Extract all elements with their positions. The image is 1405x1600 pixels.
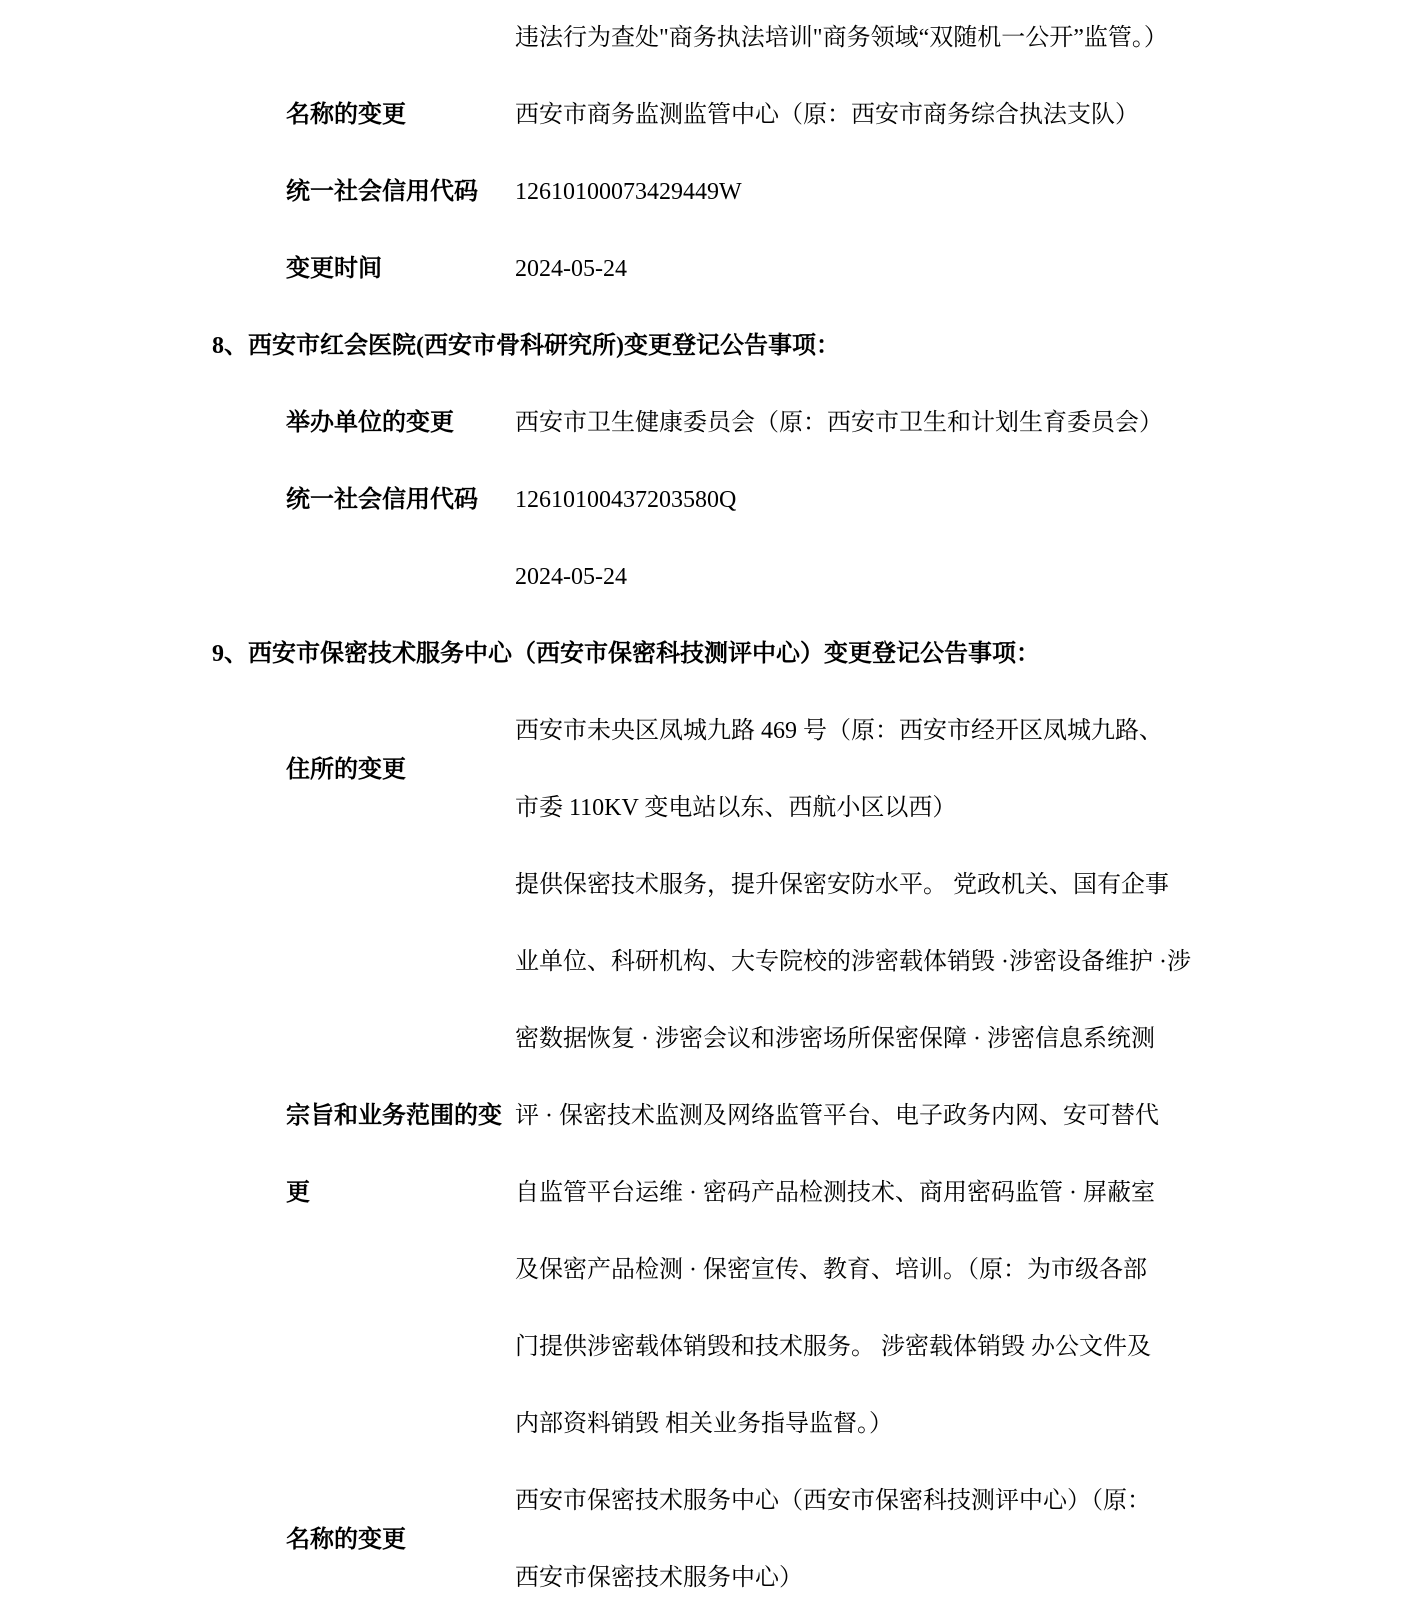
table-row: [0, 462, 1405, 539]
value-line: 密数据恢复 · 涉密会议和涉密场所保密保障 · 涉密信息系统测: [515, 1026, 1155, 1052]
row-value: 西安市卫生健康委员会（原：西安市卫生和计划生育委员会）: [515, 410, 1163, 436]
section-heading-entry8: 8、西安市红会医院(西安市骨科研究所)变更登记公告事项：: [212, 333, 840, 359]
value-line: 评 · 保密技术监测及网络监管平台、电子政务内网、安可替代: [515, 1103, 1159, 1129]
table-row: [0, 231, 1405, 308]
section-heading-entry9: 9、西安市保密技术服务中心（西安市保密科技测评中心）变更登记公告事项：: [212, 641, 1040, 667]
row-label: 住所的变更: [286, 756, 406, 783]
row-value: 2024-05-24: [515, 256, 627, 282]
row-value: 12610100073429449W: [515, 179, 742, 205]
table-row: [0, 154, 1405, 231]
row-label: 统一社会信用代码: [286, 487, 478, 513]
row-value: [515, 693, 1163, 847]
row-label: 宗旨和业务范围的变更: [286, 1103, 502, 1206]
table-row: [0, 693, 1405, 847]
value-line: 西安市未央区凤城九路 469 号（原：西安市经开区凤城九路、: [515, 718, 1163, 744]
value-line: 自监管平台运维 · 密码产品检测技术、商用密码监管 · 屏蔽室: [515, 1180, 1155, 1206]
table-row: [0, 385, 1405, 462]
row-value: 2024-05-24: [515, 564, 627, 590]
row-value: 西安市商务监测监管中心（原：西安市商务综合执法支队）: [515, 102, 1139, 128]
value-line: 内部资料销毁 相关业务指导监督。）: [515, 1411, 893, 1437]
value-line: 西安市保密技术服务中心）: [515, 1565, 803, 1591]
value-line: 西安市保密技术服务中心（西安市保密科技测评中心）（原：: [515, 1488, 1151, 1514]
value-line: 及保密产品检测 · 保密宣传、教育、培训。（原：为市级各部: [515, 1257, 1147, 1283]
row-label: 名称的变更: [286, 102, 406, 128]
row-label: 统一社会信用代码: [286, 179, 478, 205]
table-row: [0, 847, 1405, 1463]
value-line: 提供保密技术服务，提升保密安防水平。 党政机关、国有企事: [515, 872, 1169, 898]
row-label: 名称的变更: [286, 1526, 406, 1553]
row-value: [515, 1463, 1151, 1600]
table-row: [0, 77, 1405, 154]
value-line: 市委 110KV 变电站以东、西航小区以西）: [515, 795, 957, 821]
row-label: 变更时间: [286, 256, 382, 282]
row-value: 12610100437203580Q: [515, 487, 737, 513]
paragraph-continuation-line: 违法行为查处"商务执法培训"商务领域“双随机一公开”监管。）: [515, 25, 1168, 51]
row-label: 举办单位的变更: [286, 410, 454, 436]
table-row: [0, 1463, 1405, 1600]
value-line: 业单位、科研机构、大专院校的涉密载体销毁 ·涉密设备维护 ·涉: [515, 949, 1191, 975]
value-line: 门提供涉密载体销毁和技术服务。 涉密载体销毁 办公文件及: [515, 1334, 1151, 1360]
table-row: [0, 539, 1405, 616]
row-value: [515, 847, 1191, 1463]
